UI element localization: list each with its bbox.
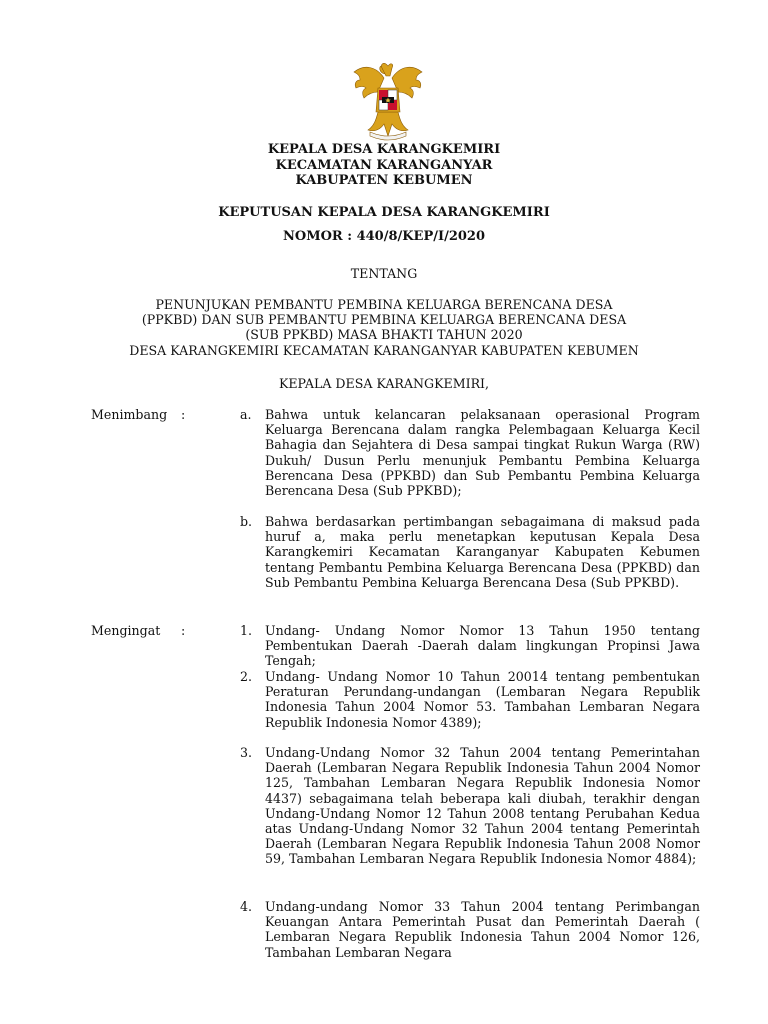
item-text: Undang-undang Nomor 33 Tahun 2004 tentang Perimbangan Keuangan Antara Pemerintah Pusat dan Pemerintah Daerah ( Lembaran Negara Republik Indonesia Tahun 2004 Nomor 126, Tambahan Lembaran Negara [265,899,700,960]
menimbang-item-b [240,514,700,590]
item-marker: a. [240,407,252,422]
mengingat-colon: : [181,623,186,638]
garuda-emblem-icon [346,58,430,142]
menimbang-label: Menimbang [91,407,168,422]
item-marker: 1. [240,623,253,638]
subject-line: (SUB PPKBD) MASA BHAKTI TAHUN 2020 [245,327,523,343]
decision-title: KEPUTUSAN KEPALA DESA KARANGKEMIRI [218,205,550,220]
item-marker: 3. [240,745,253,760]
decision-number-label: NOMOR [282,229,343,244]
decision-number [0,229,768,245]
mengingat-item-4 [240,899,700,960]
mengingat-item-3 [240,745,700,867]
decision-subject [0,297,768,358]
item-text: Undang- Undang Nomor 10 Tahun 20014 tentang pembentukan Peraturan Perundang-undangan (Lembaran Negara Republik Indonesia Tahun 2004 Nomor 53. Tambahan Lembaran Negara Republik Indonesia Nomor 4389); [265,669,700,730]
decision-number-value: : 440/8/KEP/I/2020 [347,229,485,244]
issuer-heading: KEPALA DESA KARANGKEMIRI, [278,376,490,391]
header-line-regency: KABUPATEN KEBUMEN [295,173,473,188]
subject-line: (PPKBD) DAN SUB PEMBANTU PEMBINA KELUARGA BERENCANA DESA [141,312,627,328]
mengingat-item-2 [240,669,700,730]
item-text: Bahwa untuk kelancaran pelaksanaan operasional Program Keluarga Berencana dalam rangka Pelembagaan Keluarga Kecil Bahagia dan Sejahtera di Desa sampai tingkat Rukun Warga (RW) Dukuh/ Dusun Perlu menunjuk Pembantu Pembina Keluarga Berencana Desa (PPKBD) dan Sub Pembantu Pembina Keluarga Berencana Desa (Sub PPKBD); [265,407,700,499]
subject-line: PENUNJUKAN PEMBANTU PEMBINA KELUARGA BERENCANA DESA [155,297,613,312]
institution-header [0,142,768,189]
item-text: Undang- Undang Nomor Nomor 13 Tahun 1950 tentang Pembentukan Daerah -Daerah dalam lingkungan Propinsi Jawa Tengah; [265,623,700,669]
tentang-heading: TENTANG [350,266,418,281]
menimbang-colon: : [181,407,186,422]
mengingat-item-1 [240,623,700,669]
menimbang-item-a [240,407,700,499]
header-line-village: KEPALA DESA KARANGKEMIRI [267,142,501,157]
item-marker: b. [240,514,253,529]
mengingat-label: Mengingat [91,623,161,638]
subject-line: DESA KARANGKEMIRI KECAMATAN KARANGANYAR KABUPATEN KEBUMEN [129,342,639,358]
header-line-district: KECAMATAN KARANGANYAR [275,157,493,173]
item-marker: 2. [240,669,253,684]
item-marker: 4. [240,899,253,914]
item-text: Undang-Undang Nomor 32 Tahun 2004 tentang Pemerintahan Daerah (Lembaran Negara Republik Indonesia Tahun 2004 Nomor 125, Tambahan Lembaran Negara Republik Indonesia Nomor 4437) sebagaimana telah beberapa kali diubah, terakhir dengan Undang-Undang Nomor 12 Tahun 2008 tentang Perubahan Kedua atas Undang-Undang Nomor 32 Tahun 2004 tentang Pemerintah Daerah (Lembaran Negara Republik Indonesia Tahun 2008 Nomor 59, Tambahan Lembaran Negara Republik Indonesia Nomor 4884); [265,745,700,867]
item-text: Bahwa berdasarkan pertimbangan sebagaimana di maksud pada huruf a, maka perlu menetapkan keputusan Kepala Desa Karangkemiri Kecamatan Karanganyar Kabupaten Kebumen tentang Pembantu Pembina Keluarga Berencana Desa (PPKBD) dan Sub Pembantu Pembina Keluarga Berencana Desa (Sub PPKBD). [265,514,700,590]
